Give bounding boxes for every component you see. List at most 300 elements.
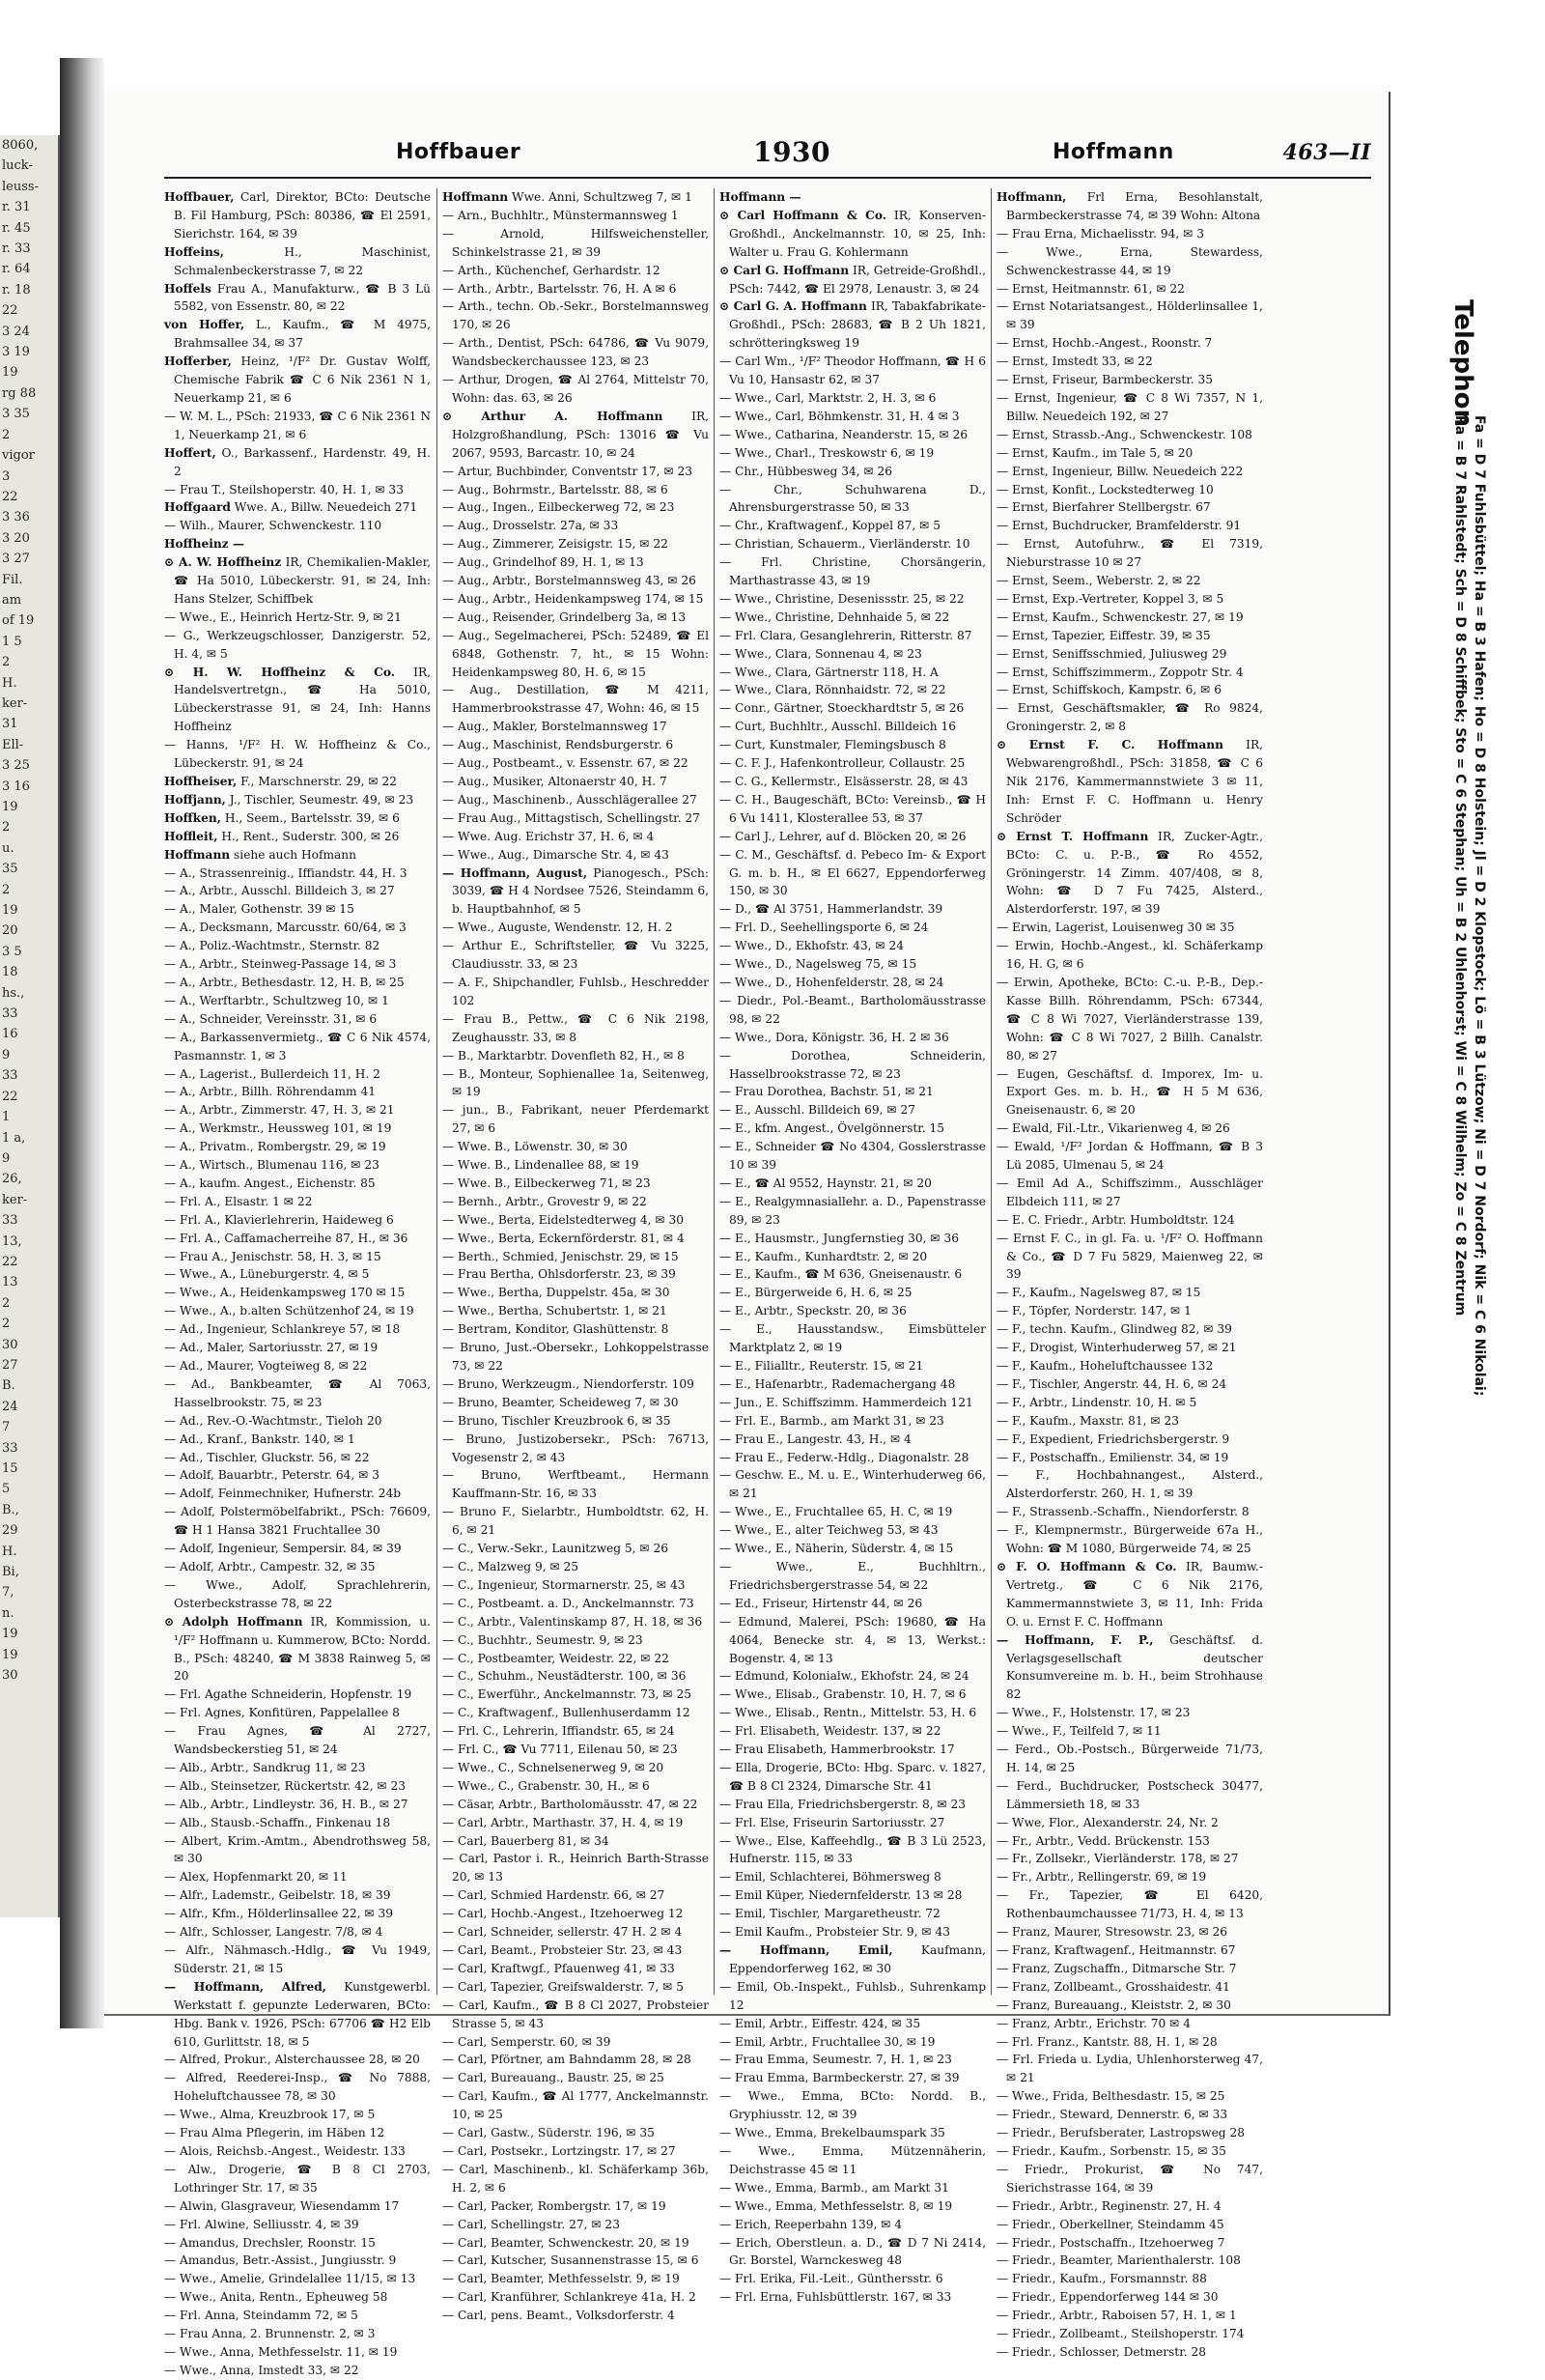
directory-entry [442, 1886, 709, 1905]
entry-details: H., Seem., Bartelsstr. 39, ✉ 6 [224, 810, 400, 825]
directory-entry [719, 188, 986, 207]
entry-details: — Carl, Bureauang., Baustr. 25, ✉ 25 [442, 2071, 664, 2085]
directory-entry [164, 2325, 431, 2343]
entry-details: — C., Postbeamter, Weidestr. 22, ✉ 22 [442, 1651, 669, 1665]
entry-details: — E. C. Friedr., Arbtr. Humboldtstr. 124 [997, 1212, 1235, 1227]
entry-details: — Frl. Clara, Gesanglehrerin, Ritterstr. 87 [719, 628, 972, 642]
entry-details: — Arth., techn. Ob.-Sekr., Borstelmannsweg 170, ✉ 26 [442, 299, 709, 332]
page-header [164, 136, 1371, 179]
entry-details: — F., Arbtr., Lindenstr. 10, H. ✉ 5 [997, 1395, 1197, 1409]
entry-details: — Bruno, Justizobersekr., PSch: 76713, Vogesenstr 2, ✉ 43 [442, 1431, 709, 1464]
entry-details: F., Marschnerstr. 29, ✉ 22 [240, 775, 397, 788]
entry-details: — Carl, Semperstr. 60, ✉ 39 [442, 2034, 611, 2049]
directory-entry [442, 974, 709, 1010]
directory-entry [442, 2270, 709, 2288]
directory-entry [719, 974, 986, 992]
directory-entry [442, 1595, 709, 1613]
entry-details: — Ferd., Buchdrucker, Postscheck 30477, Lämmersieth 18, ✉ 33 [997, 1778, 1263, 1811]
entry-details: — C., Schuhm., Neustädterstr. 100, ✉ 36 [442, 1669, 687, 1684]
entry-details: — Ernst, Geschäftsmakler, ☎ Ro 9824, Groningerstr. 2, ✉ 8 [997, 701, 1263, 734]
entry-details: — Ferd., Ob.-Postsch., Bürgerweide 71/73, H. 14, ✉ 25 [997, 1742, 1263, 1774]
directory-entry [164, 2307, 431, 2325]
entry-surname: ⊙ A. W. Hoffheinz [164, 555, 282, 570]
previous-page-fragment: 5 [2, 1482, 11, 1497]
entry-details: — Wwe., Charl., Treskowstr 6, ✉ 19 [719, 445, 935, 460]
directory-entry [442, 1211, 709, 1230]
entry-details: — Wwe., F., Holstenstr. 17, ✉ 23 [997, 1706, 1191, 1720]
entry-details: — Arth., Küchenchef, Gerhardstr. 12 [442, 263, 660, 277]
entry-details: — Conr., Gärtner, Stoeckhardtstr 5, ✉ 26 [719, 701, 965, 716]
entry-details: — Wwe., Christine, Dehnhaide 5, ✉ 22 [719, 609, 950, 624]
directory-entry [719, 1667, 986, 1686]
entry-details: — Carl, pens. Beamt., Volksdorferstr. 4 [442, 2309, 675, 2323]
entry-details: — Adolf, Arbtr., Campestr. 32, ✉ 35 [164, 1559, 376, 1573]
entry-surname: Hoffert, [164, 445, 216, 460]
entry-surname: — Hoffmann, F. P., [997, 1632, 1154, 1647]
entry-details: — Franz, Bureauang., Kleiststr. 2, ✉ 30 [997, 1998, 1231, 2012]
directory-entry [164, 1722, 431, 1759]
previous-page-fragment: 3 36 [2, 510, 30, 525]
entry-details: — Alfr., Kfm., Hölderlinsallee 22, ✉ 39 [164, 1907, 393, 1921]
directory-entry [164, 2124, 431, 2142]
directory-entry [442, 1193, 709, 1211]
directory-entry [719, 900, 986, 919]
previous-page-fragment: 18 [2, 965, 18, 980]
directory-entry [164, 1905, 431, 1923]
directory-entry [719, 992, 986, 1029]
entry-details: — Bruno, Just.-Obersekr., Lohkoppelstrasse 73, ✉ 22 [442, 1341, 709, 1373]
directory-entry [997, 2325, 1263, 2343]
entry-details: — Frau E., Langestr. 43, H., ✉ 4 [719, 1431, 912, 1446]
previous-page-fragment: 3 19 [2, 345, 30, 360]
previous-page-fragment: 7 [2, 1420, 11, 1435]
directory-entry [442, 2288, 709, 2307]
directory-entry [164, 408, 431, 444]
previous-page-fragment: 2 [2, 1295, 11, 1311]
previous-page-fragment: r. 18 [2, 282, 31, 298]
entry-details: — Friedr., Arbtr., Reginenstr. 27, H. 4 [997, 2198, 1222, 2213]
entry-details: — Wwe. B., Lindenallee 88, ✉ 19 [442, 1158, 639, 1173]
directory-entry [164, 2252, 431, 2270]
entry-details: — Aug., Destillation, ☎ M 4211, Hammerbrookstrasse 47, Wohn: 46, ✉ 15 [442, 683, 709, 716]
directory-entry [164, 1193, 431, 1211]
directory-entry [164, 1029, 431, 1065]
directory-entry [442, 754, 709, 773]
directory-entry [719, 1868, 986, 1886]
directory-entry [719, 426, 986, 444]
entry-details: — C. F. J., Hafenkontrolleur, Collaustr. 25 [719, 756, 966, 771]
entry-details: — Alfr., Lademstr., Geibelstr. 18, ✉ 39 [164, 1888, 391, 1903]
page-number: 463—II [1282, 140, 1371, 165]
entry-details: — C., Malzweg 9, ✉ 25 [442, 1559, 579, 1573]
entry-details: — Alwin, Glasgraveur, Wiesendamm 17 [164, 2198, 400, 2213]
directory-entry [164, 900, 431, 919]
entry-surname: Hoffmann — [719, 190, 801, 204]
directory-entry [997, 1065, 1263, 1120]
directory-entry [442, 864, 709, 920]
entry-details: — Frau Erna, Michaelisstr. 94, ✉ 3 [997, 226, 1204, 241]
entry-details: — Ernst, Bierfahrer Stellbergstr. 67 [997, 500, 1211, 515]
entry-details: IR, Getreide-Großhdl., PSch: 7442, ☎ El 2978, Lenaustr. 3, ✉ 24 [729, 263, 986, 296]
previous-page-fragment: B. [2, 1378, 15, 1394]
entry-surname: von Hoffer, [164, 318, 245, 332]
entry-details: — Emil, Arbtr., Fruchtallee 30, ✉ 19 [719, 2034, 936, 2049]
entry-details: — Arn., Buchhltr., Münstermannsweg 1 [442, 208, 679, 222]
entry-details: — Ernst, Tapezier, Eiffestr. 39, ✉ 35 [997, 628, 1211, 642]
directory-entry [997, 1832, 1263, 1851]
entry-details: — F., Kaufm., Nagelsweg 87, ✉ 15 [997, 1286, 1201, 1300]
previous-page-fragment: 3 20 [2, 530, 30, 546]
entry-details: — Wwe., Auguste, Wendenstr. 12, H. 2 [442, 921, 673, 935]
directory-entry [442, 517, 709, 535]
entry-details: IR, Holzgroßhandlung, PSch: 13016 ☎ Vu 2067, 9593, Barcastr. 10, ✉ 24 [452, 409, 710, 460]
previous-page-fragment: 30 [2, 1668, 18, 1684]
previous-page-fragment: Ell- [2, 737, 24, 752]
directory-entry [164, 353, 431, 408]
directory-entry [997, 1997, 1263, 2015]
entry-details: — Frl. A., Elsastr. 1 ✉ 22 [164, 1194, 313, 1208]
entry-details: — Ella, Drogerie, BCto: Hbg. Sparc. v. 1827, ☎ B 8 Cl 2324, Dimarsche Str. 41 [719, 1760, 986, 1793]
entry-details: — Arnold, Hilfsweichensteller, Schinkelstrasse 21, ✉ 39 [442, 226, 709, 259]
entry-details: — Carl, Pastor i. R., Heinrich Barth-Strasse 20, ✉ 13 [442, 1852, 709, 1884]
directory-entry [442, 1138, 709, 1156]
entry-surname: ⊙ Carl Hoffmann & Co. [719, 208, 886, 222]
directory-entry [164, 1814, 431, 1832]
directory-entry [719, 791, 986, 828]
directory-entry [442, 1960, 709, 1978]
entry-details: — Wwe., Else, Kaffeehdlg., ☎ B 3 Lü 2523, Hufnerstr. 115, ✉ 33 [719, 1833, 986, 1866]
entry-surname: Hoffeins, [164, 244, 285, 259]
previous-page-fragment: 2 [2, 427, 11, 442]
directory-entry [442, 498, 709, 517]
entry-details: — Wwe., Emma, Mützennäherin, Deichstrasse 45 ✉ 11 [719, 2143, 986, 2176]
directory-entry [442, 1722, 709, 1741]
entry-details: — C., Postbeamt. a. D., Anckelmannstr. 73 [442, 1596, 694, 1610]
entry-details: — Emil Ad A., Schiffszimm., Ausschläger Elbdeich 111, ✉ 27 [997, 1176, 1263, 1208]
directory-entry [164, 243, 431, 280]
directory-entry [719, 2033, 986, 2052]
entry-details: Frau A., Manufakturw., ☎ B 3 Lü 5582, von Essenstr. 80, ✉ 22 [174, 281, 432, 314]
entry-details: — Ernst, Heitmannstr. 61, ✉ 22 [997, 281, 1185, 296]
directory-entry [719, 718, 986, 736]
entry-details: — Aug., Reisender, Grindelberg 3a, ✉ 13 [442, 609, 687, 624]
directory-entry [164, 1431, 431, 1449]
previous-page-fragment: 19 [2, 1627, 18, 1642]
directory-entry [997, 1230, 1263, 1285]
entry-details: — Alfr., Schlosser, Langestr. 7/8, ✉ 4 [164, 1925, 383, 1940]
directory-entry [997, 1923, 1263, 1941]
entry-details: — Alfred, Reederei-Insp., ☎ No 7888, Hoheluftchaussee 78, ✉ 30 [164, 2071, 431, 2104]
entry-details: Kunstgewerbl. Werkstatt f. gepunzte Lederwaren, BCto: Hbg. Bank v. 1926, PSch: 67706 ☎ H2 Elb 610, Gurlittstr. 18, ✉ 5 [174, 1979, 431, 2049]
directory-entry [719, 699, 986, 718]
directory-entry [164, 1704, 431, 1722]
directory-entry [997, 334, 1263, 353]
directory-entry [719, 353, 986, 389]
directory-entry [719, 828, 986, 846]
entry-details: — Frl. Frieda u. Lydia, Uhlenhorsterweg 47, ✉ 21 [997, 2053, 1263, 2085]
entry-details: — A., Decksmann, Marcusstr. 60/64, ✉ 3 [164, 921, 407, 935]
directory-entry [442, 207, 709, 225]
directory-entry [164, 864, 431, 883]
directory-column-2 [442, 188, 710, 2323]
previous-page-fragment: 22 [2, 1089, 18, 1104]
directory-entry [719, 2124, 986, 2142]
entry-details: — E., Hausmstr., Jungfernstieg 30, ✉ 36 [719, 1231, 959, 1245]
entry-details: — Ernst, Schiffszimmerm., Zoppotr Str. 4 [997, 665, 1244, 679]
entry-details: — Carl, Kaufm., ☎ B 8 Cl 2027, Probsteier Strasse 5, ✉ 43 [442, 1998, 709, 2030]
directory-entry [442, 609, 709, 627]
entry-details: IR, Konserven-Großhdl., Anckelmannstr. 10, ✉ 25, Inh: Walter u. Frau G. Kohlermann [729, 208, 987, 259]
previous-page-fragment: 2 [2, 882, 11, 897]
entry-details: — Cäsar, Arbtr., Bartholomäusstr. 47, ✉ 22 [442, 1797, 698, 1811]
directory-entry [442, 1339, 709, 1375]
entry-details: — Aug., Segelmacherei, PSch: 52489, ☎ El 6848, Gothenstr. 7, ht., ✉ 15 Wohn: Heidenkampsweg 80, H. 6, ✉ 15 [442, 628, 709, 679]
previous-page-fragment: 29 [2, 1523, 18, 1539]
entry-details: — Wwe., Emma, Methfesselstr. 8, ✉ 19 [719, 2198, 953, 2213]
entry-details: — Wwe., Anna, Methfesselstr. 11, ✉ 19 [164, 2344, 398, 2359]
directory-entry [164, 736, 431, 773]
entry-details: — Adolf, Polstermöbelfabrikt., PSch: 76609, ☎ H 1 Hansa 3821 Fruchtallee 30 [164, 1505, 431, 1538]
entry-details: Kaufmann, Eppendorferweg 162, ✉ 30 [729, 1943, 986, 1975]
entry-details: — Erich, Oberstleun. a. D., ☎ D 7 Ni 2414, Gr. Borstel, Warnckesweg 48 [719, 2235, 986, 2268]
directory-entry [164, 2161, 431, 2197]
header-right-keyword: Hoffmann [1053, 140, 1174, 164]
directory-entry [719, 1138, 986, 1175]
directory-entry [997, 1886, 1263, 1923]
entry-details: — Ad., Rev.-O.-Wachtmstr., Tieloh 20 [164, 1413, 382, 1428]
previous-page-fragment: 9 [2, 1150, 11, 1166]
previous-page-fragment: B., [2, 1502, 19, 1517]
entry-details: — Alb., Stausb.-Schaffn., Finkenau 18 [164, 1815, 391, 1829]
entry-details: — Dorothea, Schneiderin, Hasselbrookstrasse 72, ✉ 23 [719, 1048, 986, 1081]
entry-details: — Wwe., Emma, BCto: Nordd. B., Gryphiusstr. 12, ✉ 39 [719, 2089, 986, 2122]
header-year: 1930 [753, 136, 830, 168]
directory-entry [997, 280, 1263, 298]
directory-entry [719, 1595, 986, 1613]
directory-entry [719, 627, 986, 645]
directory-entry [442, 1613, 709, 1631]
directory-entry [164, 1832, 431, 1869]
entry-details: — Adolf, Feinmechniker, Hufnerstr. 24b [164, 1487, 402, 1501]
entry-surname: Hoffmann [442, 190, 509, 204]
entry-details: — Alois, Reichsb.-Angest., Weidestr. 133 [164, 2143, 406, 2158]
entry-details: — Frau Dorothea, Bachstr. 51, ✉ 21 [719, 1085, 934, 1099]
directory-entry [997, 2252, 1263, 2270]
entry-details: — Aug., Grindelhof 89, H. 1, ✉ 13 [442, 555, 644, 570]
directory-entry [442, 1941, 709, 1960]
directory-entry [164, 974, 431, 992]
directory-entry [997, 2087, 1263, 2106]
directory-entry [442, 1503, 709, 1540]
directory-entry [164, 1175, 431, 1193]
directory-entry [997, 627, 1263, 645]
entry-details: — Wwe., D., Ekhofstr. 43, ✉ 24 [719, 939, 905, 953]
directory-entry [997, 2142, 1263, 2161]
entry-details: IR, Baumw.-Vertretg., ☎ C 6 Nik 2176, Kammermannstwiete 3, ✉ 11, Inh: Frida O. u. Ernst F. C. Hoffmann [1006, 1559, 1264, 1629]
directory-entry [719, 773, 986, 791]
directory-entry [442, 1686, 709, 1704]
directory-entry [164, 809, 431, 828]
entry-details: — C., Arbtr., Valentinskamp 87, H. 18, ✉ 36 [442, 1614, 703, 1629]
entry-details: — A., Schneider, Vereinsstr. 31, ✉ 6 [164, 1011, 378, 1026]
directory-entry [164, 1540, 431, 1558]
directory-entry [442, 1777, 709, 1796]
entry-details: — C., Buchhtr., Seumestr. 9, ✉ 23 [442, 1632, 643, 1647]
entry-details: — Frl. Erna, Fuhlsbüttlerstr. 167, ✉ 33 [719, 2290, 952, 2305]
entry-details: — C., Verw.-Sekr., Launitzweg 5, ✉ 26 [442, 1542, 669, 1556]
directory-entry [997, 1722, 1263, 1741]
entry-details: — F., Tischler, Angerstr. 44, H. 6, ✉ 24 [997, 1376, 1227, 1391]
previous-page-fragment: 3 [2, 468, 11, 484]
entry-details: — Frau Ella, Friedrichsbergerstr. 8, ✉ 23 [719, 1797, 967, 1811]
entry-details: — Carl, Gastw., Süderstr. 196, ✉ 35 [442, 2126, 655, 2140]
entry-details: — Franz, Zollbeamt., Grosshaidestr. 41 [997, 1979, 1230, 1994]
entry-details: — Friedr., Arbtr., Raboisen 57, H. 1, ✉ 1 [997, 2309, 1237, 2323]
entry-details: — Frau B., Pettw., ☎ C 6 Nik 2198, Zeughausstr. 33, ✉ 8 [442, 1011, 709, 1044]
previous-page-fragment: n. [2, 1605, 14, 1621]
previous-page-edge [0, 135, 60, 1917]
directory-entry [164, 1248, 431, 1266]
directory-entry [164, 1576, 431, 1613]
previous-page-fragment: 33 [2, 1068, 18, 1084]
entry-details: — Bruno, Beamter, Scheideweg 7, ✉ 30 [442, 1395, 679, 1409]
entry-details: — Wwe., Amelie, Grindelallee 11/15, ✉ 13 [164, 2272, 416, 2286]
directory-entry [164, 1375, 431, 1412]
entry-details: — D., ☎ Al 3751, Hammerlandstr. 39 [719, 902, 943, 917]
previous-page-fragment: 1 [2, 1110, 11, 1125]
legend-line-1: Fa = D 7 Fuhlsbüttel; Ha = B 3 Hafen; Ho = D 8 Holstein; Jl = D 2 Klopstock; Lö = B 3 Lützow; Ni = D 7 Nordorf; Nik = C 6 Nikolai; [1472, 415, 1487, 1397]
directory-entry [997, 1375, 1263, 1394]
entry-details: — Wwe., C., Schnelsenerweg 9, ✉ 20 [442, 1760, 664, 1774]
entry-details: — Frau Elisabeth, Hammerbrookstr. 17 [719, 1742, 955, 1757]
entry-details: — F., Drogist, Winterhuderweg 57, ✉ 21 [997, 1341, 1237, 1355]
entry-details: — Arth., Dentist, PSch: 64786, ☎ Vu 9079, Wandsbeckerchaussee 123, ✉ 23 [442, 336, 709, 369]
entry-details: — Wwe., Aug., Dimarsche Str. 4, ✉ 43 [442, 847, 669, 862]
directory-entry [164, 1302, 431, 1320]
entry-details: — A., Maler, Gothenstr. 39 ✉ 15 [164, 902, 354, 917]
directory-entry [442, 1905, 709, 1923]
directory-entry [164, 609, 431, 627]
directory-entry [719, 1101, 986, 1119]
directory-entry [442, 736, 709, 754]
entry-details: — Carl, Postsekr., Lortzingstr. 17, ✉ 27 [442, 2143, 676, 2158]
entry-details: — Emil, Ob.-Inspekt., Fuhlsb., Suhrenkamp 12 [719, 1979, 986, 2012]
directory-entry [442, 1394, 709, 1412]
directory-entry [164, 919, 431, 937]
entry-details: — Carl Wm., ¹/F² Theodor Hoffmann, ☎ H 6 Vu 10, Hansastr 62, ✉ 37 [719, 354, 986, 387]
entry-details: — F., Kaufm., Maxstr. 81, ✉ 23 [997, 1413, 1180, 1428]
entry-details: — Frau T., Steilshoperstr. 40, H. 1, ✉ 33 [164, 482, 404, 496]
directory-entry [997, 1960, 1263, 1978]
entry-details: — Frl. Else, Friseurin Sartoriusstr. 27 [719, 1815, 945, 1829]
directory-entry [997, 1339, 1263, 1357]
directory-entry [719, 1248, 986, 1266]
entry-details: — Wwe., Berta, Eidelstedterweg 4, ✉ 30 [442, 1212, 684, 1227]
previous-page-fragment: 31 [2, 717, 18, 732]
directory-entry [719, 1466, 986, 1503]
directory-entry [442, 1156, 709, 1175]
directory-entry [164, 2216, 431, 2234]
entry-surname: Hoffels [164, 281, 211, 296]
entry-details: Carl, Direktor, BCto: Deutsche B. Fil Hamburg, PSch: 80386, ☎ El 2591, Sierichstr. 164, ✉ 39 [174, 190, 431, 241]
directory-entry [997, 1449, 1263, 1467]
entry-details: — Carl, Arbtr., Marthastr. 37, H. 4, ✉ 19 [442, 1815, 684, 1829]
directory-entry [719, 2051, 986, 2069]
directory-entry [442, 1997, 709, 2033]
entry-details: — Wwe., Emma, Brekelbaumspark 35 [719, 2126, 945, 2140]
column-divider [714, 188, 715, 1995]
entry-details: — Ernst, Imstedt 33, ✉ 22 [997, 354, 1153, 369]
directory-entry [719, 1886, 986, 1905]
entry-details: — A., Strassenreinig., Iffiandstr. 44, H. 3 [164, 865, 407, 880]
previous-page-fragment: Bi, [2, 1565, 19, 1580]
entry-details: — Alb., Arbtr., Lindleystr. 36, H. B., ✉ 27 [164, 1797, 408, 1811]
directory-entry [164, 1796, 431, 1814]
previous-page-fragment: 8060, [2, 138, 39, 153]
entry-details: — Albert, Krim.-Amtm., Abendrothsweg 58, ✉ 30 [164, 1833, 431, 1866]
previous-page-fragment: 35 [2, 862, 18, 877]
previous-page-fragment: of 19 [2, 613, 35, 629]
entry-details: — Emil Küper, Niedernfelderstr. 13 ✉ 28 [719, 1888, 963, 1903]
entry-details: — F., Hochbahnangest., Alsterd., Alsterdorferstr. 260, H. 1, ✉ 39 [997, 1468, 1263, 1501]
entry-details: — Frau Aug., Mittagstisch, Schellingstr. 27 [442, 810, 700, 825]
directory-entry [442, 1175, 709, 1193]
previous-page-fragment: 3 35 [2, 407, 30, 422]
previous-page-fragment: vigor [2, 448, 35, 464]
directory-entry [997, 937, 1263, 974]
entry-details: — Frl. D., Seehellingsporte 6, ✉ 24 [719, 921, 929, 935]
entry-details: — Franz, Zugschaffn., Ditmarsche Str. 7 [997, 1961, 1237, 1975]
entry-details: — Wwe., Christine, Desenissstr. 25, ✉ 22 [719, 591, 965, 606]
directory-entry [719, 1686, 986, 1704]
directory-entry [442, 481, 709, 499]
entry-details: — F., Strassenb.-Schaffn., Niendorferstr. 8 [997, 1505, 1250, 1519]
directory-entry [997, 1302, 1263, 1320]
directory-entry [719, 1741, 986, 1759]
entry-surname: Hofferber, [164, 354, 232, 369]
directory-entry [719, 1230, 986, 1248]
entry-details: IR, Handelsvertretgn., ☎ Ha 5010, Lübeckerstrasse 91, ✉ 24, Inh: Hanns Hoffheinz [174, 665, 431, 734]
directory-entry [997, 1503, 1263, 1521]
entry-details: — Aug., Arbtr., Heidenkampsweg 174, ✉ 15 [442, 591, 704, 606]
directory-entry [164, 992, 431, 1010]
directory-entry [997, 1941, 1263, 1960]
entry-details: — Frl. Christine, Chorsängerin, Marthastrasse 43, ✉ 19 [719, 555, 986, 588]
entry-details: — Edmund, Malerei, PSch: 19680, ☎ Ha 4064, Benecke str. 4, ✉ 13, Werkst.: Bogenstr. 4, ✉ 13 [719, 1614, 986, 1665]
directory-entry [164, 2343, 431, 2362]
directory-entry [164, 1485, 431, 1503]
entry-details: — Chr., Kraftwagenf., Koppel 87, ✉ 5 [719, 519, 941, 533]
directory-entry [164, 517, 431, 535]
directory-entry [442, 1923, 709, 1941]
directory-entry [442, 2142, 709, 2161]
previous-page-fragment: 19 [2, 365, 18, 381]
entry-details: IR, Tabakfabrikate-Großhdl., PSch: 28683, ☎ B 2 Uh 1821, schrötteringksweg 19 [729, 299, 986, 351]
entry-surname: ⊙ Ernst T. Hoffmann [997, 829, 1149, 843]
directory-entry [719, 645, 986, 664]
previous-page-fragment: 30 [2, 1337, 18, 1352]
entry-details: — Carl, Schmied Hardenstr. 66, ✉ 27 [442, 1888, 665, 1903]
entry-details: — Ad., Maurer, Vogteiweg 8, ✉ 22 [164, 1359, 368, 1373]
directory-entry [997, 1284, 1263, 1302]
directory-entry [997, 2106, 1263, 2124]
directory-entry [997, 2216, 1263, 2234]
directory-entry [164, 316, 431, 353]
entry-details: — Wwe., F., Teilfeld 7, ✉ 11 [997, 1724, 1162, 1739]
entry-details: — E., Bürgerweide 6, H. 6, ✉ 25 [719, 1286, 913, 1300]
directory-entry [442, 1832, 709, 1851]
directory-entry [164, 1449, 431, 1467]
